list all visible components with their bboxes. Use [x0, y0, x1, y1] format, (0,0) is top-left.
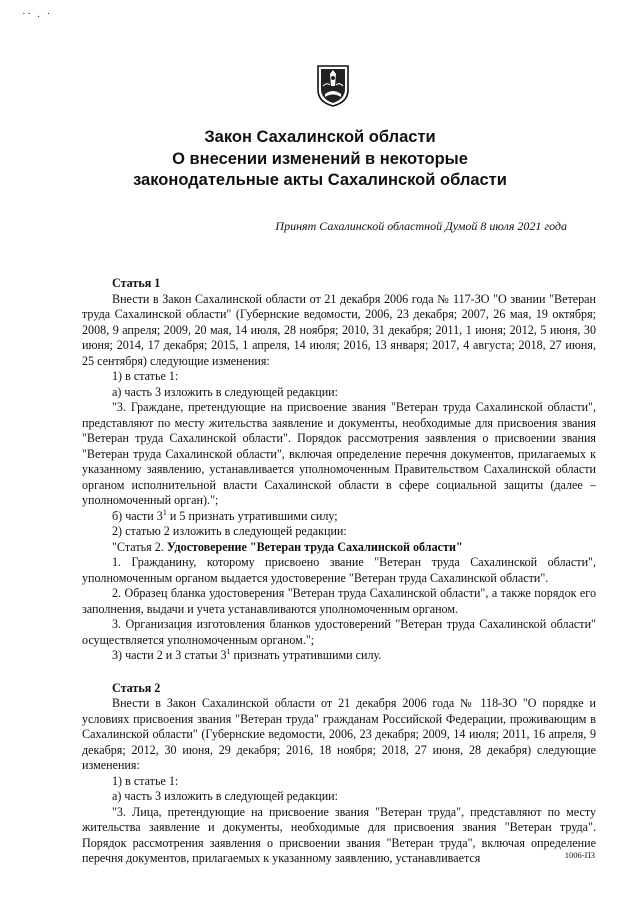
article1-new-article2-p3: 3. Организация изготовления бланков удостоверений "Ветеран труда Сахалинской области" осуществляется уполномоченным органом."; [82, 617, 596, 647]
article1-quote-part3: "3. Граждане, претендующие на присвоение звания "Ветеран труда Сахалинской области", представляют по месту жительства заявление и документы, необходимые для присвоения звания "Ветеран труда Сахалинской области". Порядок рассмотрения заявления о присвоении звания "Ветеран труда Сахалинской области", включая определение перечня документов, прилагаемых к указанному заявлению, устанавливается уполномоченным Правительством Сахалинской области органом исполнительной власти Сахалинской области в сфере социальной защиты (далее – уполномоченный орган)."; [82, 400, 596, 507]
article2-item1a: а) часть 3 изложить в следующей редакции: [112, 789, 338, 803]
adoption-note: Принят Сахалинской областной Думой 8 июля 2021 года [275, 219, 567, 233]
document-code: 1006-ПЗ [564, 850, 595, 860]
article1-item1: 1) в статье 1: [112, 369, 179, 383]
article1-item1a: а) часть 3 изложить в следующей редакции: [112, 384, 338, 399]
article1-item3: 3) части 2 и 3 статьи $3^1$ признать утратившими силу. [112, 646, 382, 662]
article1-intro: Внести в Закон Сахалинской области от 21 декабря 2006 года № 117-ЗО "О звании "Ветеран труда Сахалинской области" (Губернские ведомости, 2006, 23 декабря; 2007, 26 мая, 19 октября; 2008, 9 апреля; 2009, 20 мая, 14 июля, 28 ноября; 2010, 31 декабря; 2011, 1 июня; 2012, 5 июня, 30 июня; 2014, 17 декабря; 2015, 1 апреля, 14 июля; 2016, 13 января; 2017, 4 августа; 2018, 27 июня, 25 сентября) следующие изменения: [82, 291, 596, 368]
law-subtitle-line2: законодательные акты Сахалинской области [133, 171, 507, 189]
law-title: Закон Сахалинской области [204, 128, 436, 146]
article2-quote-part3: "3. Лица, претендующие на присвоение звания "Ветеран труда", представляют по месту жительства заявление и документы, необходимые для присвоения звания "Ветеран труда". Порядок рассмотрения заявления о присвоении звания "Ветеран труда", включая определение перечня документов, прилагаемых к указанному заявлению, устанавливается [82, 804, 596, 865]
document-body [82, 276, 596, 867]
article1-new-article2-p2: 2. Образец бланка удостоверения "Ветеран труда Сахалинской области", а также порядок его заполнения, выдачи и учета устанавливаются уполномоченным органом. [82, 586, 596, 616]
article1-item2: 2) статью 2 изложить в следующей редакции: [112, 524, 347, 538]
article1-new-article2-p1: 1. Гражданину, которому присвоено звание "Ветеран труда Сахалинской области", уполномоченным органом выдается удостоверение "Ветеран труда Сахалинской области". [82, 555, 596, 585]
coat-of-arms-icon [316, 64, 350, 108]
article2-heading: Статья 2 [112, 680, 161, 695]
scan-artifact: ·∙ . · [22, 8, 53, 20]
article2-item1: 1) в статье 1: [112, 773, 179, 788]
article2-intro: Внести в Закон Сахалинской области от 21 декабря 2006 года № 118-ЗО "О порядке и условиях присвоения звания "Ветеран труда" гражданам Российской Федерации, проживающим в Сахалинской области" (Губернские ведомости, 2006, 23 декабря; 2009, 14 июля; 2011, 16 апреля, 9 декабря; 2012, 30 июня, 29 декабря; 2016, 18 ноября; 2018, 27 июня, 28 декабря) следующие изменения: [82, 696, 596, 772]
article1-item1b: б) части $3^1$ и 5 признать утратившими силу; [112, 507, 338, 523]
article1-heading: Статья 1 [112, 276, 161, 290]
article1-new-article2-title: "Статья 2. Удостоверение "Ветеран труда Сахалинской области" [112, 539, 463, 554]
law-subtitle-line1: О внесении изменений в некоторые [172, 150, 468, 168]
